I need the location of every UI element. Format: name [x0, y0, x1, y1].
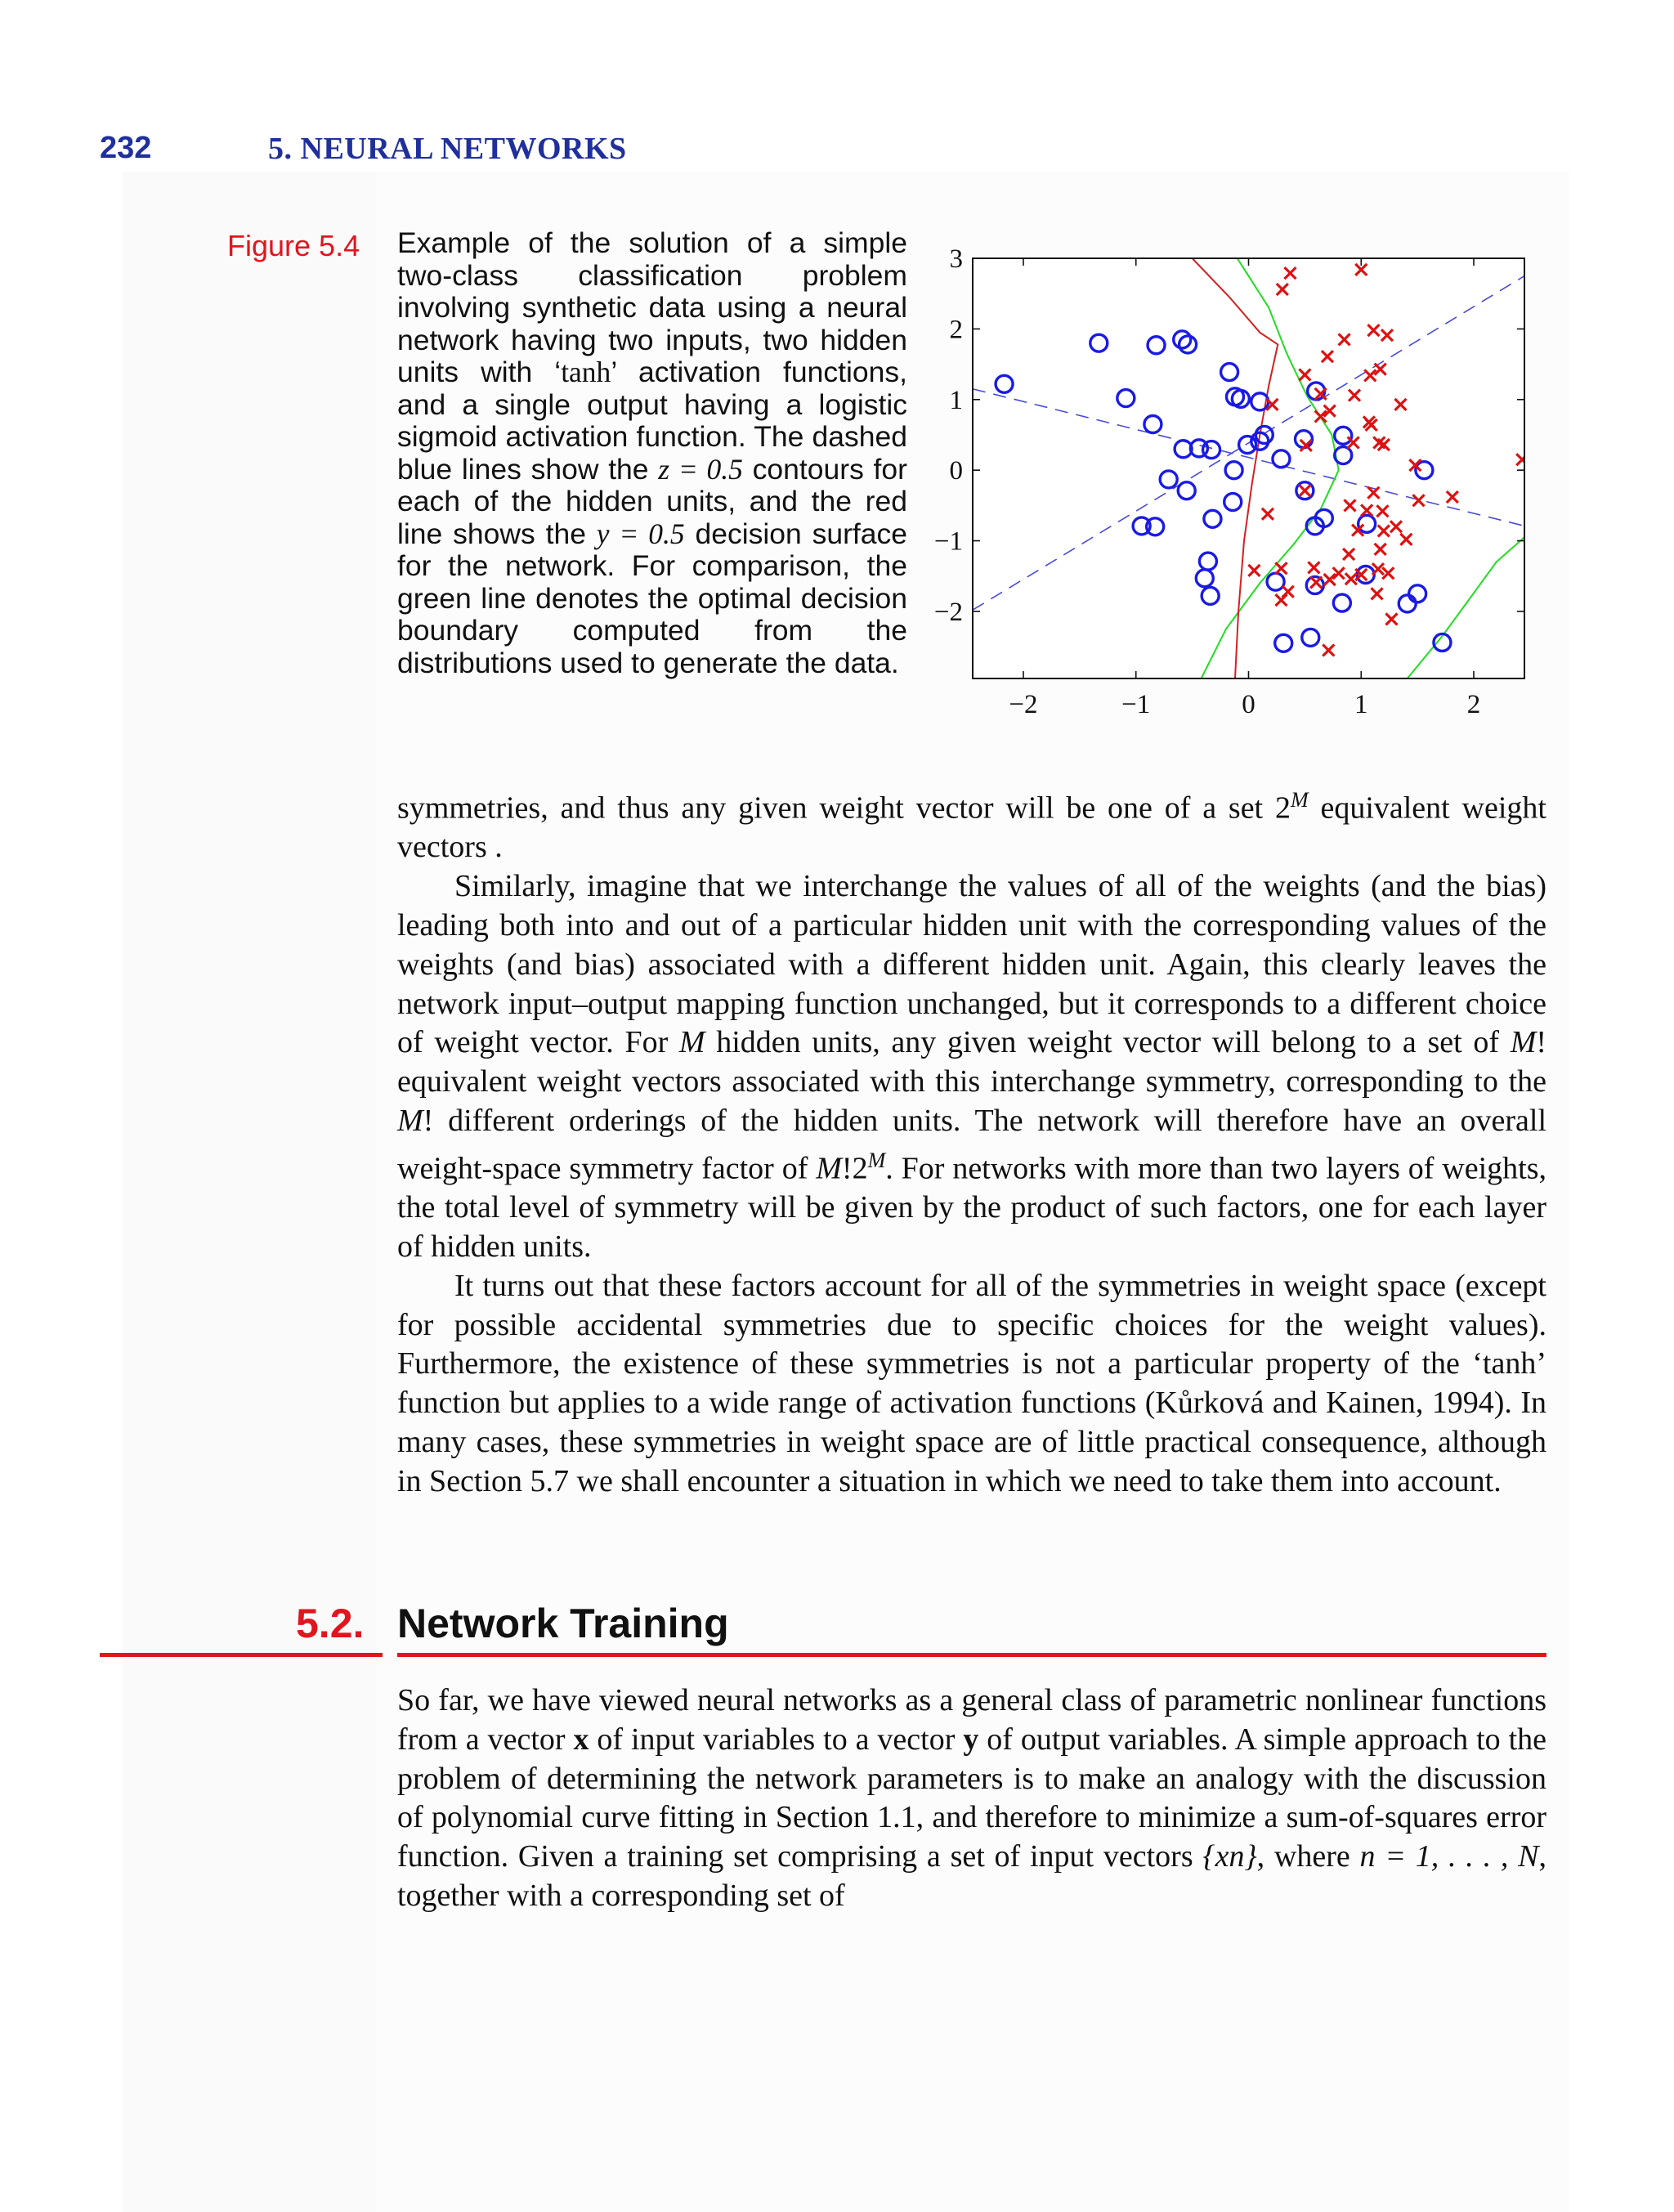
y-tick-label: −1 [933, 526, 963, 557]
y-tick-label: 3 [949, 244, 963, 274]
scatter-plot [899, 237, 1553, 744]
section-title: Network Training [397, 1601, 729, 1646]
y-tick-label: 1 [949, 385, 963, 415]
margin-band [123, 172, 376, 2212]
chapter-heading: 5. NEURAL NETWORKS [268, 132, 627, 166]
x-tick-label: 1 [1354, 690, 1368, 719]
paragraph-symmetries: symmetries, and thus any given weight vector will be one of a set $2^M$ equivalent weight vectors . Similarly, imagine that we interchange the values of all of the weights (and the bias) leading both into and out of a particular hidden unit with the corresponding values of the weights (and bias) associated with a different hidden unit. Again, this clearly leaves the network input–output mapping function unchanged, but it corresponds to a different choice of weight vector. For M hidden units, any given weight vector will belong to a set of M! equivalent weight vectors associated with this interchange symmetry, corresponding to the M! different orderings of the hidden units. The network will therefore have an overall weight-space symmetry factor of $M!2^M$. For networks with more than two layers of weights, the total level of symmetry will be given by the product of such factors, one for each layer of hidden units. It turns out that these factors account for all of the symmetries in weight space (except for possible accidental symmetries due to specific choices for the weight values). Furthermore, the existence of these symmetries is not a particular property of the ‘tanh’ function but applies to a wide range of activation functions (Kůrková and Kainen, 1994). In many cases, these symmetries in weight space are of little practical consequence, although in Section 5.7 we shall encounter a situation in which we need to take them into account. [397, 788, 1546, 1498]
x-tick-label: −2 [1009, 690, 1038, 719]
section-rule-left [100, 1653, 383, 1657]
x-tick-label: 2 [1466, 690, 1481, 719]
y-tick-label: 2 [949, 315, 963, 345]
section-number: 5.2. [296, 1601, 365, 1646]
x-tick-label: −1 [1121, 690, 1151, 719]
x-tick-label: 0 [1242, 690, 1256, 719]
section-rule-right [397, 1653, 1546, 1657]
paragraph-network-training: So far, we have viewed neural networks as a general class of parametric nonlinear functions from a vector x of input variables to a vector y of output variables. A simple approach to the problem of determining the network parameters is to make an analogy with the discussion of polynomial curve fitting in Section 1.1, and therefore to minimize a sum-of-squares error function. Given a training set comprising a set of input vectors {xn}, where n = 1, . . . , N, together with a corresponding set of [397, 1683, 1547, 1913]
y-tick-label: −2 [933, 597, 963, 627]
figure-caption: Example of the solution of a simple two-class classification problem involving synthetic data using a neural network having two inputs, two hidden units with ‘tanh’ activation functions, and a single output having a logistic sigmoid activation function. The dashed blue lines show the z = 0.5 contours for each of the hidden units, and the red line shows the y = 0.5 decision surface for the network. For comparison, the green line denotes the optimal decision boundary computed from the distributions used to generate the data. [397, 226, 907, 679]
y-tick-label: 0 [949, 456, 963, 486]
plot-area [973, 258, 1524, 678]
figure-label: Figure 5.4 [227, 229, 360, 262]
page-number: 232 [100, 131, 152, 165]
